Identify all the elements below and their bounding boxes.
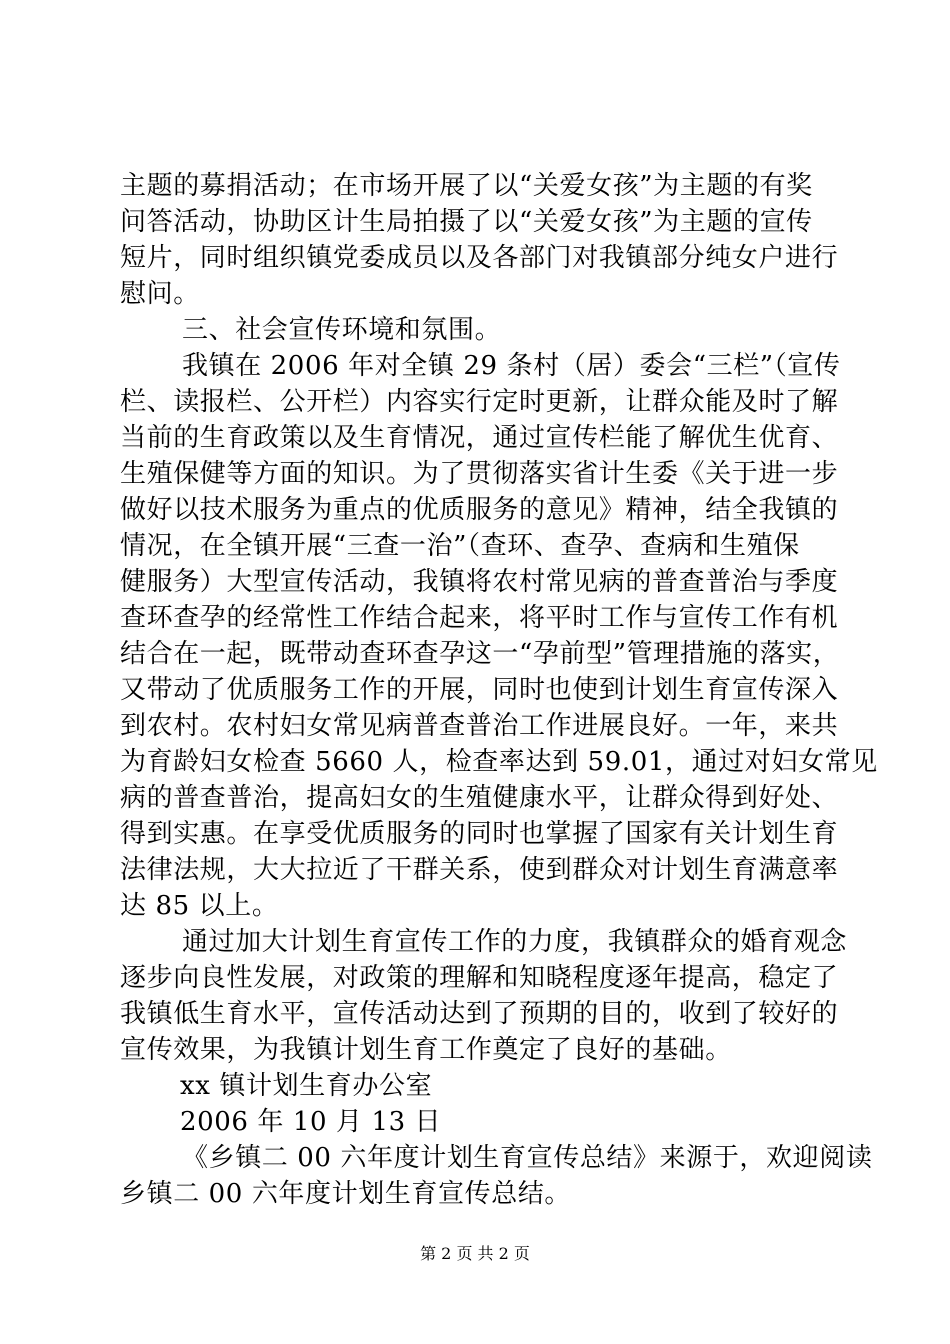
body-text-line: 情况，在全镇开展“三查一治”（查环、查孕、查病和生殖保: [120, 531, 800, 561]
body-text-line: 到农村。农村妇女常见病普查普治工作进展良好。一年，来共: [120, 711, 839, 741]
body-text-line: 做好以技术服务为重点的优质服务的意见》精神，结全我镇的: [120, 495, 839, 525]
section-heading: 三、社会宣传环境和氛围。: [182, 315, 502, 345]
body-text-line: 病的普查普治，提高妇女的生殖健康水平，让群众得到好处、: [120, 783, 839, 813]
body-text-line: 查环查孕的经常性工作结合起来，将平时工作与宣传工作有机: [120, 603, 839, 633]
signature-office: xx 镇计划生育办公室: [180, 1071, 433, 1101]
body-text-line: 法律法规，大大拉近了干群关系，使到群众对计划生育满意率: [120, 855, 839, 885]
body-text-line: 短片，同时组织镇党委成员以及各部门对我镇部分纯女户进行: [120, 243, 839, 273]
body-text-line: 慰问。: [120, 279, 200, 309]
body-text-line: 结合在一起，既带动查环查孕这一“孕前型”管理措施的落实，: [120, 639, 840, 669]
body-text-line: 问答活动，协助区计生局拍摄了以“关爱女孩”为主题的宣传: [120, 207, 813, 237]
body-text-line: 达 85 以上。: [120, 891, 279, 921]
body-text-line: 健服务）大型宣传活动，我镇将农村常见病的普查普治与季度: [120, 567, 839, 597]
body-text-line: 生殖保健等方面的知识。为了贯彻落实省计生委《关于进一步: [120, 459, 839, 489]
page-number-footer: 第 2 页 共 2 页: [420, 1244, 530, 1263]
signature-date: 2006 年 10 月 13 日: [180, 1107, 442, 1137]
body-text-line: 通过加大计划生育宣传工作的力度，我镇群众的婚育观念: [182, 927, 848, 957]
body-text-line: 逐步向良性发展，对政策的理解和知晓程度逐年提高，稳定了: [120, 963, 839, 993]
body-text-line: 为育龄妇女检查 5660 人，检查率达到 59.01，通过对妇女常见: [120, 747, 878, 777]
body-text-line: 栏、读报栏、公开栏）内容实行定时更新，让群众能及时了解: [120, 387, 839, 417]
body-text-line: 得到实惠。在享受优质服务的同时也掌握了国家有关计划生育: [120, 819, 839, 849]
body-text-line: 我镇在 2006 年对全镇 29 条村（居）委会“三栏”（宣传: [182, 351, 841, 381]
body-text-line: 主题的募捐活动；在市场开展了以“关爱女孩”为主题的有奖: [120, 171, 813, 201]
source-note-line: 乡镇二 00 六年度计划生育宣传总结。: [120, 1179, 572, 1209]
source-note-line: 《乡镇二 00 六年度计划生育宣传总结》来源于，欢迎阅读: [182, 1143, 873, 1173]
body-text-line: 宣传效果，为我镇计划生育工作奠定了良好的基础。: [120, 1035, 732, 1065]
body-text-line: 又带动了优质服务工作的开展，同时也使到计划生育宣传深入: [120, 675, 839, 705]
body-text-line: 当前的生育政策以及生育情况，通过宣传栏能了解优生优育、: [120, 423, 839, 453]
body-text-line: 我镇低生育水平，宣传活动达到了预期的目的，收到了较好的: [120, 999, 839, 1029]
